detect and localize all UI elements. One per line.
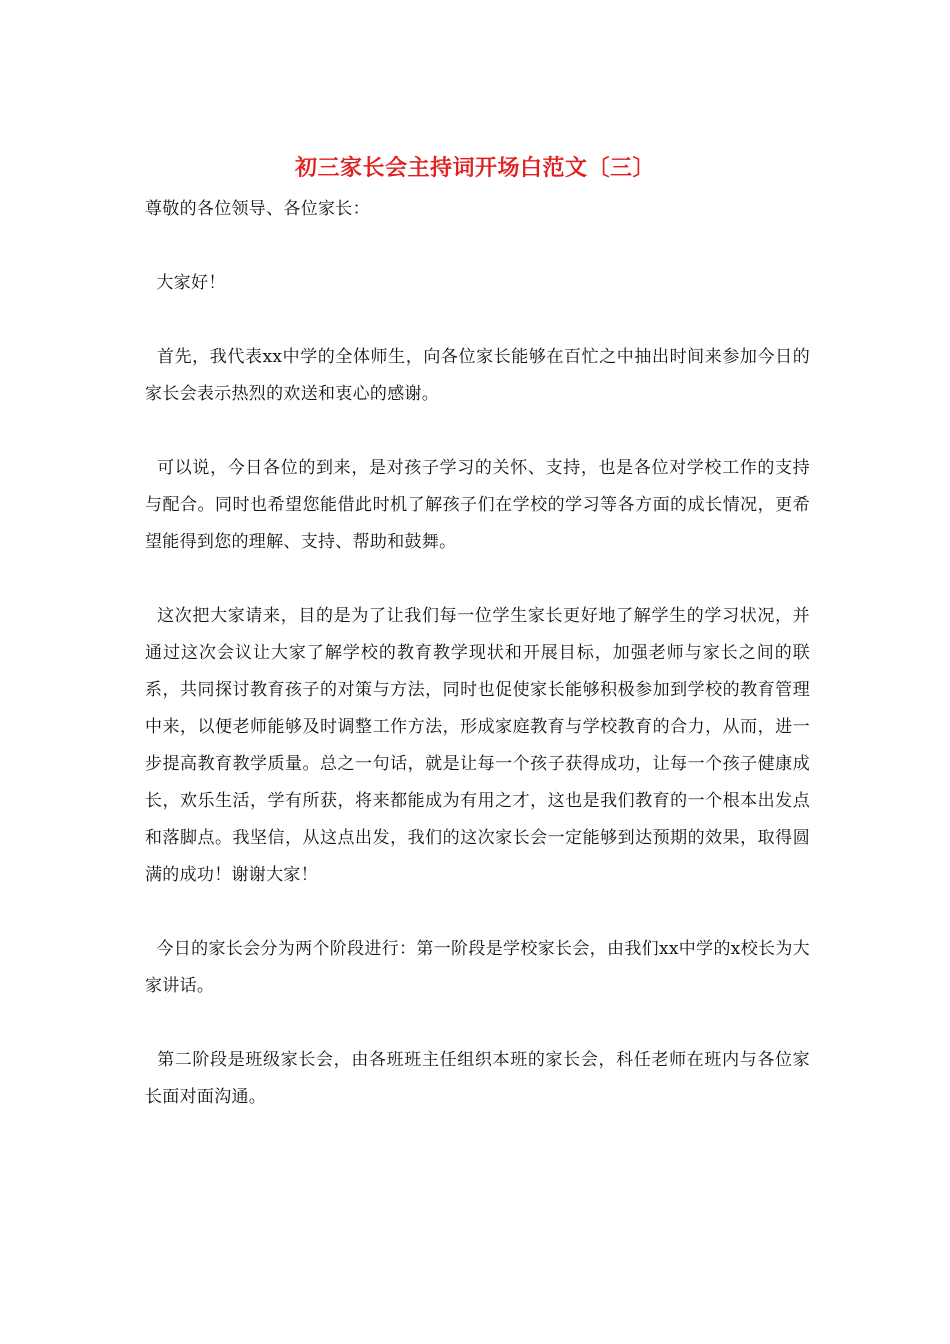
- paragraph-welcome: 首先，我代表xx中学的全体师生，向各位家长能够在百忙之中抽出时间来参加今日的家长会表示热烈的欢送和衷心的感谢。: [145, 347, 810, 404]
- paragraph-stage-one: 今日的家长会分为两个阶段进行：第一阶段是学校家长会，由我们xx中学的x校长为大家讲话。: [145, 939, 810, 996]
- greeting: 大家好！: [145, 273, 226, 293]
- paragraph-stage-two: 第二阶段是班级家长会，由各班班主任组织本班的家长会，科任老师在班内与各位家长面对面沟通。: [145, 1050, 810, 1107]
- document-title: 初三家长会主持词开场白范文〔三〕: [294, 155, 655, 181]
- salutation: 尊敬的各位领导、各位家长：: [145, 199, 370, 219]
- paragraph-support: 可以说，今日各位的到来，是对孩子学习的关怀、支持，也是各位对学校工作的支持与配合。同时也希望您能借此时机了解孩子们在学校的学习等各方面的成长情况，更希望能得到您的理解、支持、帮助和鼓舞。: [145, 458, 810, 552]
- paragraph-purpose: 这次把大家请来，目的是为了让我们每一位学生家长更好地了解学生的学习状况，并通过这次会议让大家了解学校的教育教学现状和开展目标，加强老师与家长之间的联系，共同探讨教育孩子的对策与方法，同时也促使家长能够积极参加到学校的教育管理中来，以便老师能够及时调整工作方法，形成家庭教育与学校教育的合力，从而，进一步提高教育教学质量。总之一句话，就是让每一个孩子获得成功，让每一个孩子健康成长，欢乐生活，学有所获，将来都能成为有用之才，这也是我们教育的一个根本出发点和落脚点。我坚信，从这点出发，我们的这次家长会一定能够到达预期的效果，取得圆满的成功！谢谢大家！: [145, 606, 810, 885]
- document-body: [145, 191, 810, 1116]
